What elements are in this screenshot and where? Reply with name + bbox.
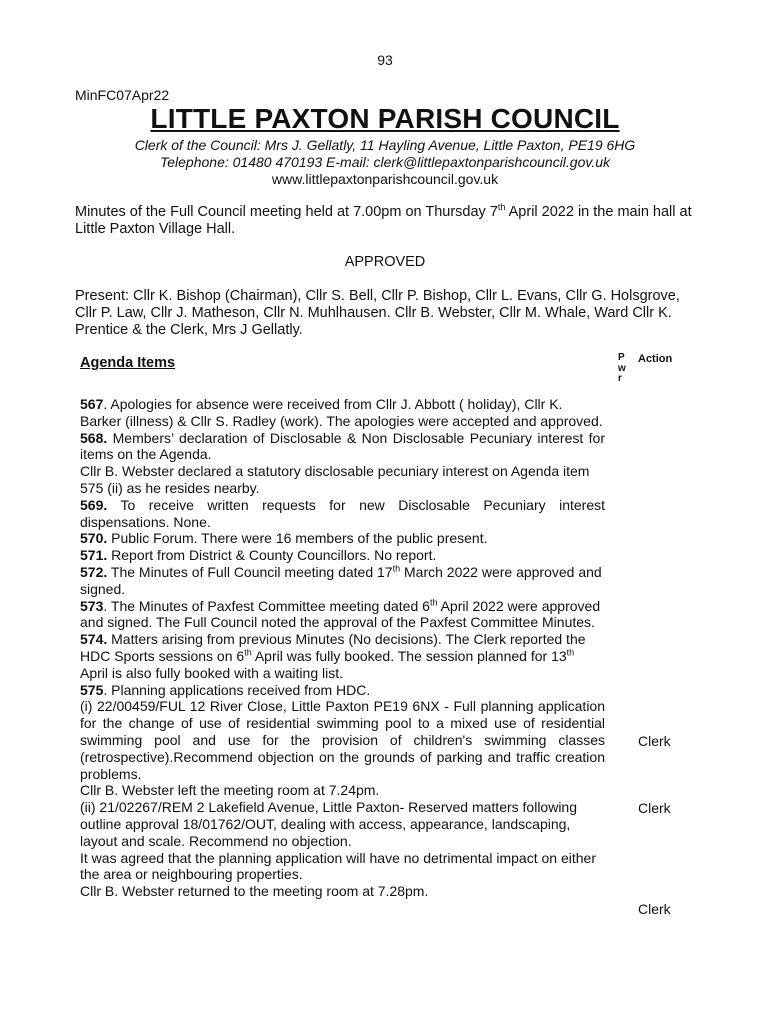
meeting-intro: Minutes of the Full Council meeting held at 7.00pm on Thursday 7th April 2022 in the main hall at Little Paxton Village Hall.	[75, 202, 692, 237]
item-572: 572. The Minutes of Full Council meeting dated 17th March 2022 were approved and signed.	[80, 563, 602, 597]
item-575-returned: Cllr B. Webster returned to the meeting room at 7.28pm.	[80, 883, 429, 900]
item-568-note: Cllr B. Webster declared a statutory disclosable pecuniary interest on Agenda item 575 (ii) as he resides nearby.	[80, 463, 590, 496]
website-link[interactable]: www.littlepaxtonparishcouncil.gov.uk	[271, 171, 499, 187]
action-clerk-1: Clerk	[638, 733, 671, 749]
action-clerk-3: Clerk	[638, 901, 671, 917]
item-575-i: (i) 22/00459/FUL 12 River Close, Little Paxton PE19 6NX - Full planning application for the change of use of residential swimming pool to a mixed use of residential swimming pool and use for the provision of children's swimming classes (retrospective).Recommend objection on the grounds of parking and traffic creation problems.	[80, 698, 605, 782]
item-571: 571. Report from District & County Councillors. No report.	[80, 547, 437, 564]
document-reference: MinFC07Apr22	[75, 87, 170, 103]
minutes-body	[80, 396, 605, 900]
item-575: 575. Planning applications received from HDC.	[80, 681, 371, 698]
item-575-left: Cllr B. Webster left the meeting room at 7.24pm.	[80, 782, 380, 799]
item-575-ii: (ii) 21/02267/REM 2 Lakefield Avenue, Little Paxton- Reserved matters following outline approval 18/01762/OUT, dealing with access, appearance, landscaping, layout and scale. Recommend no objection.	[80, 799, 578, 849]
contact-details: Telephone: 01480 470193 E-mail: clerk@littlepaxtonparishcouncil.gov.uk	[159, 154, 611, 170]
item-569: 569. To receive written requests for new Disclosable Pecuniary interest dispensations. None.	[80, 496, 605, 530]
clerk-address: Clerk of the Council: Mrs J. Gellatly, 11 Hayling Avenue, Little Paxton, PE19 6HG	[134, 137, 636, 153]
action-clerk-2: Clerk	[638, 800, 671, 816]
attendees-present: Present: Cllr K. Bishop (Chairman), Cllr S. Bell, Cllr P. Bishop, Cllr L. Evans, Cllr G. Holsgrove, Cllr P. Law, Cllr J. Matheson, Cllr N. Muhlhausen. Cllr B. Webster, Cllr M. Whale, Ward Cllr K. Prentice & the Clerk, Mrs J Gellatly.	[75, 288, 680, 338]
item-575-agreed: It was agreed that the planning application will have no detrimental impact on either the area or neighbouring properties.	[80, 849, 596, 883]
page-number: 93	[377, 52, 393, 68]
approval-status: APPROVED	[344, 254, 426, 270]
council-title: LITTLE PAXTON PARISH COUNCIL	[150, 103, 620, 134]
item-573: 573. The Minutes of Paxfest Committee meeting dated 6th April 2022 were approved and signed. The Full Council noted the approval of the Paxfest Committee Minutes.	[80, 596, 601, 631]
item-567: 567. Apologies for absence were received from Cllr J. Abbott ( holiday), Cllr K. Barker (illness) & Cllr S. Radley (work). The apologies were accepted and approved.	[80, 396, 603, 429]
power-column-heading: P w r	[618, 352, 626, 384]
item-570: 570. Public Forum. There were 16 members of the public present.	[80, 530, 488, 547]
action-column-heading: Action	[638, 353, 673, 365]
agenda-heading: Agenda Items	[80, 355, 176, 371]
item-574: 574. Matters arising from previous Minutes (No decisions). The Clerk reported the HDC Sports sessions on 6th April was fully booked. The session planned for 13th April is also fully booked with a waiting list.	[80, 631, 586, 681]
item-568: 568. Members’ declaration of Disclosable & Non Disclosable Pecuniary interest for items on the Agenda.	[80, 429, 605, 463]
